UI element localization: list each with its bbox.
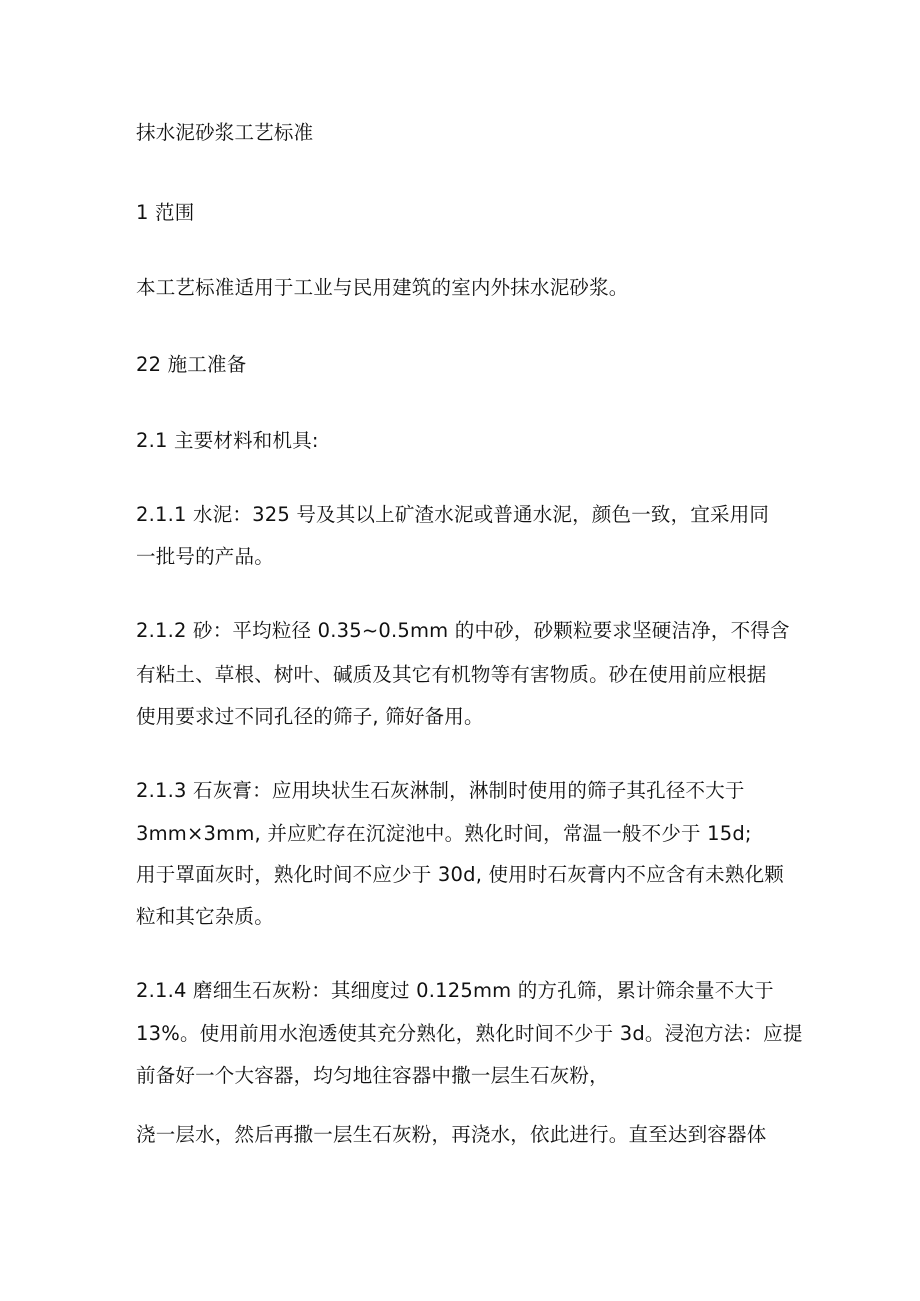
paragraph-2-1-1-line: 一批号的产品。 xyxy=(136,545,274,568)
paragraph-2-1-3-line: 粒和其它杂质。 xyxy=(136,905,274,928)
paragraph-2-1-2-line: 使用要求过不同孔径的筛子, 筛好备用。 xyxy=(136,705,484,728)
paragraph-2-1-4-line: 前备好一个大容器，均匀地往容器中撒一层生石灰粉， xyxy=(136,1064,609,1087)
paragraph-2-1-1-line: 2.1.1 水泥：325 号及其以上矿渣水泥或普通水泥，颜色一致，宜采用同 xyxy=(136,503,770,526)
document-title: 抹水泥砂浆工艺标准 xyxy=(136,121,314,144)
paragraph-2-1-4-line: 浇一层水，然后再撒一层生石灰粉，再浇水，依此进行。直至达到容器体 xyxy=(136,1123,767,1146)
subsection-heading-materials: 2.1 主要材料和机具: xyxy=(136,429,319,452)
paragraph-2-1-4-line: 2.1.4 磨细生石灰粉：其细度过 0.125mm 的方孔筛，累计筛余量不大于 xyxy=(136,979,774,1002)
scope-paragraph: 本工艺标准适用于工业与民用建筑的室内外抹水泥砂浆。 xyxy=(136,276,629,299)
section-heading-scope: 1 范围 xyxy=(136,201,195,224)
section-heading-preparation: 22 施工准备 xyxy=(136,353,247,376)
paragraph-2-1-2-line: 2.1.2 砂：平均粒径 0.35~0.5mm 的中砂，砂颗粒要求坚硬洁净，不得含 xyxy=(136,619,790,642)
paragraph-2-1-2-line: 有粘土、草根、树叶、碱质及其它有机物等有害物质。砂在使用前应根据 xyxy=(136,663,767,686)
paragraph-2-1-3-line: 2.1.3 石灰膏：应用块状生石灰淋制，淋制时使用的筛子其孔径不大于 xyxy=(136,779,745,802)
paragraph-2-1-3-line: 3mm×3mm, 并应贮存在沉淀池中。熟化时间，常温一般不少于 15d; xyxy=(136,822,752,845)
paragraph-2-1-3-line: 用于罩面灰时，熟化时间不应少于 30d, 使用时石灰膏内不应含有未熟化颗 xyxy=(136,863,784,886)
paragraph-2-1-4-line: 13%。使用前用水泡透使其充分熟化，熟化时间不少于 3d。浸泡方法：应提 xyxy=(136,1022,803,1045)
